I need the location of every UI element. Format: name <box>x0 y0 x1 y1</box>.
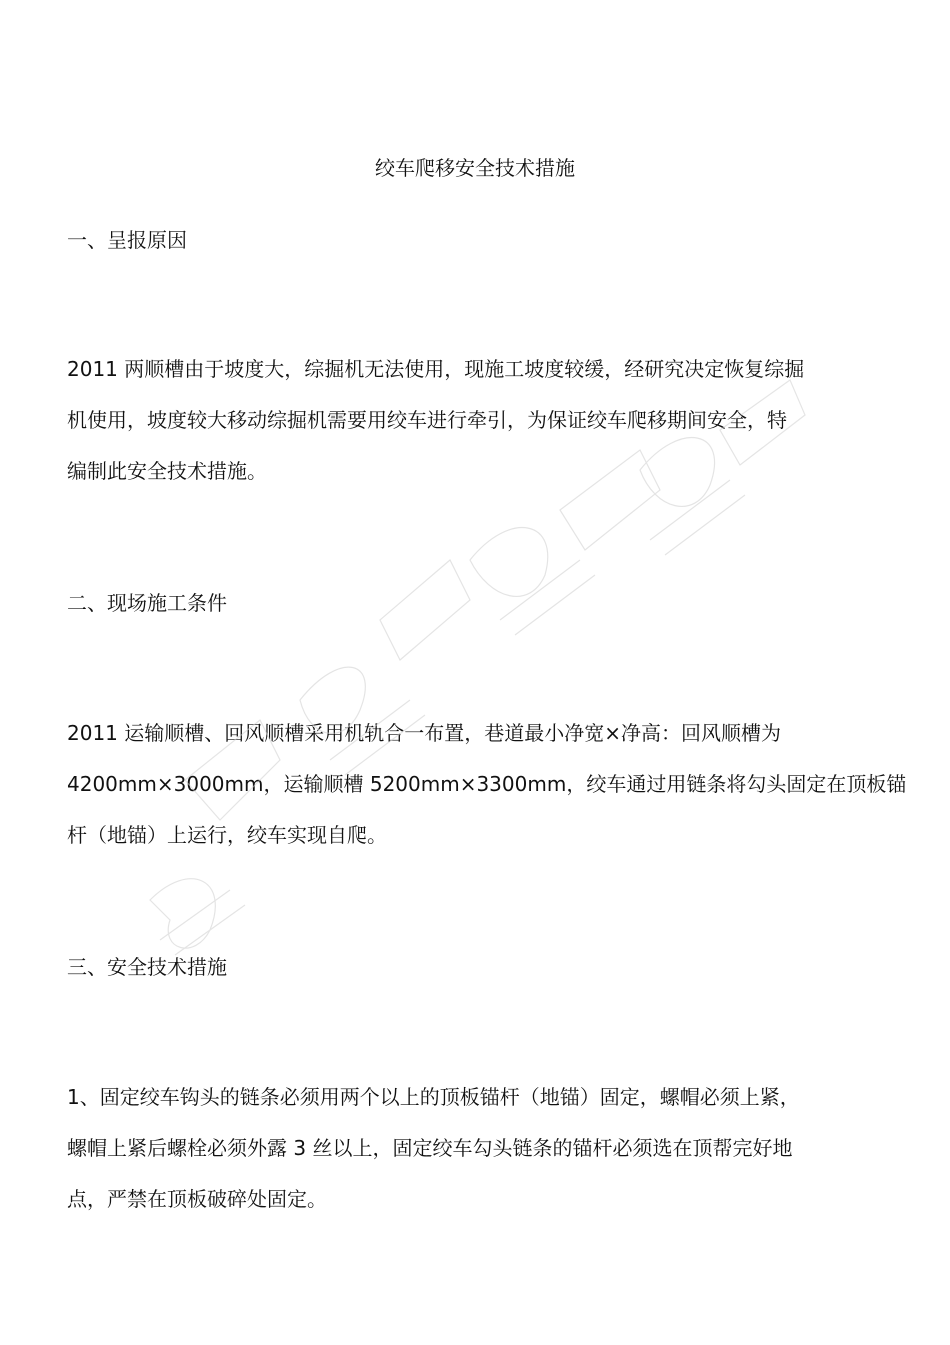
section-heading-conditions: 二、现场施工条件 <box>67 591 227 615</box>
section-body-measures <box>67 1072 867 1225</box>
section-heading-reason: 一、呈报原因 <box>67 228 187 252</box>
section-body-conditions <box>67 708 907 861</box>
body-line: 螺帽上紧后螺栓必须外露 3 丝以上，固定绞车勾头链条的锚杆必须选在顶帮完好地 <box>67 1136 793 1160</box>
body-line: 编制此安全技术措施。 <box>67 459 267 483</box>
body-line: 杆（地锚）上运行，绞车实现自爬。 <box>67 823 387 847</box>
section-body-reason <box>67 344 867 497</box>
section-heading-measures: 三、安全技术措施 <box>67 955 227 979</box>
body-line: 2011 运输顺槽、回风顺槽采用机轨合一布置，巷道最小净宽×净高：回风顺槽为 <box>67 721 782 745</box>
body-line: 4200mm×3000mm，运输顺槽 5200mm×3300mm，绞车通过用链条将勾头固定在顶板锚 <box>67 772 907 796</box>
document-title: 绞车爬移安全技术措施 <box>375 156 575 180</box>
body-line: 2011 两顺槽由于坡度大，综掘机无法使用，现施工坡度较缓，经研究决定恢复综掘 <box>67 357 805 381</box>
body-line: 点，严禁在顶板破碎处固定。 <box>67 1187 327 1211</box>
body-line: 1、固定绞车钩头的链条必须用两个以上的顶板锚杆（地锚）固定，螺帽必须上紧， <box>67 1085 800 1109</box>
body-line: 机使用，坡度较大移动综掘机需要用绞车进行牵引，为保证绞车爬移期间安全，特 <box>67 408 787 432</box>
